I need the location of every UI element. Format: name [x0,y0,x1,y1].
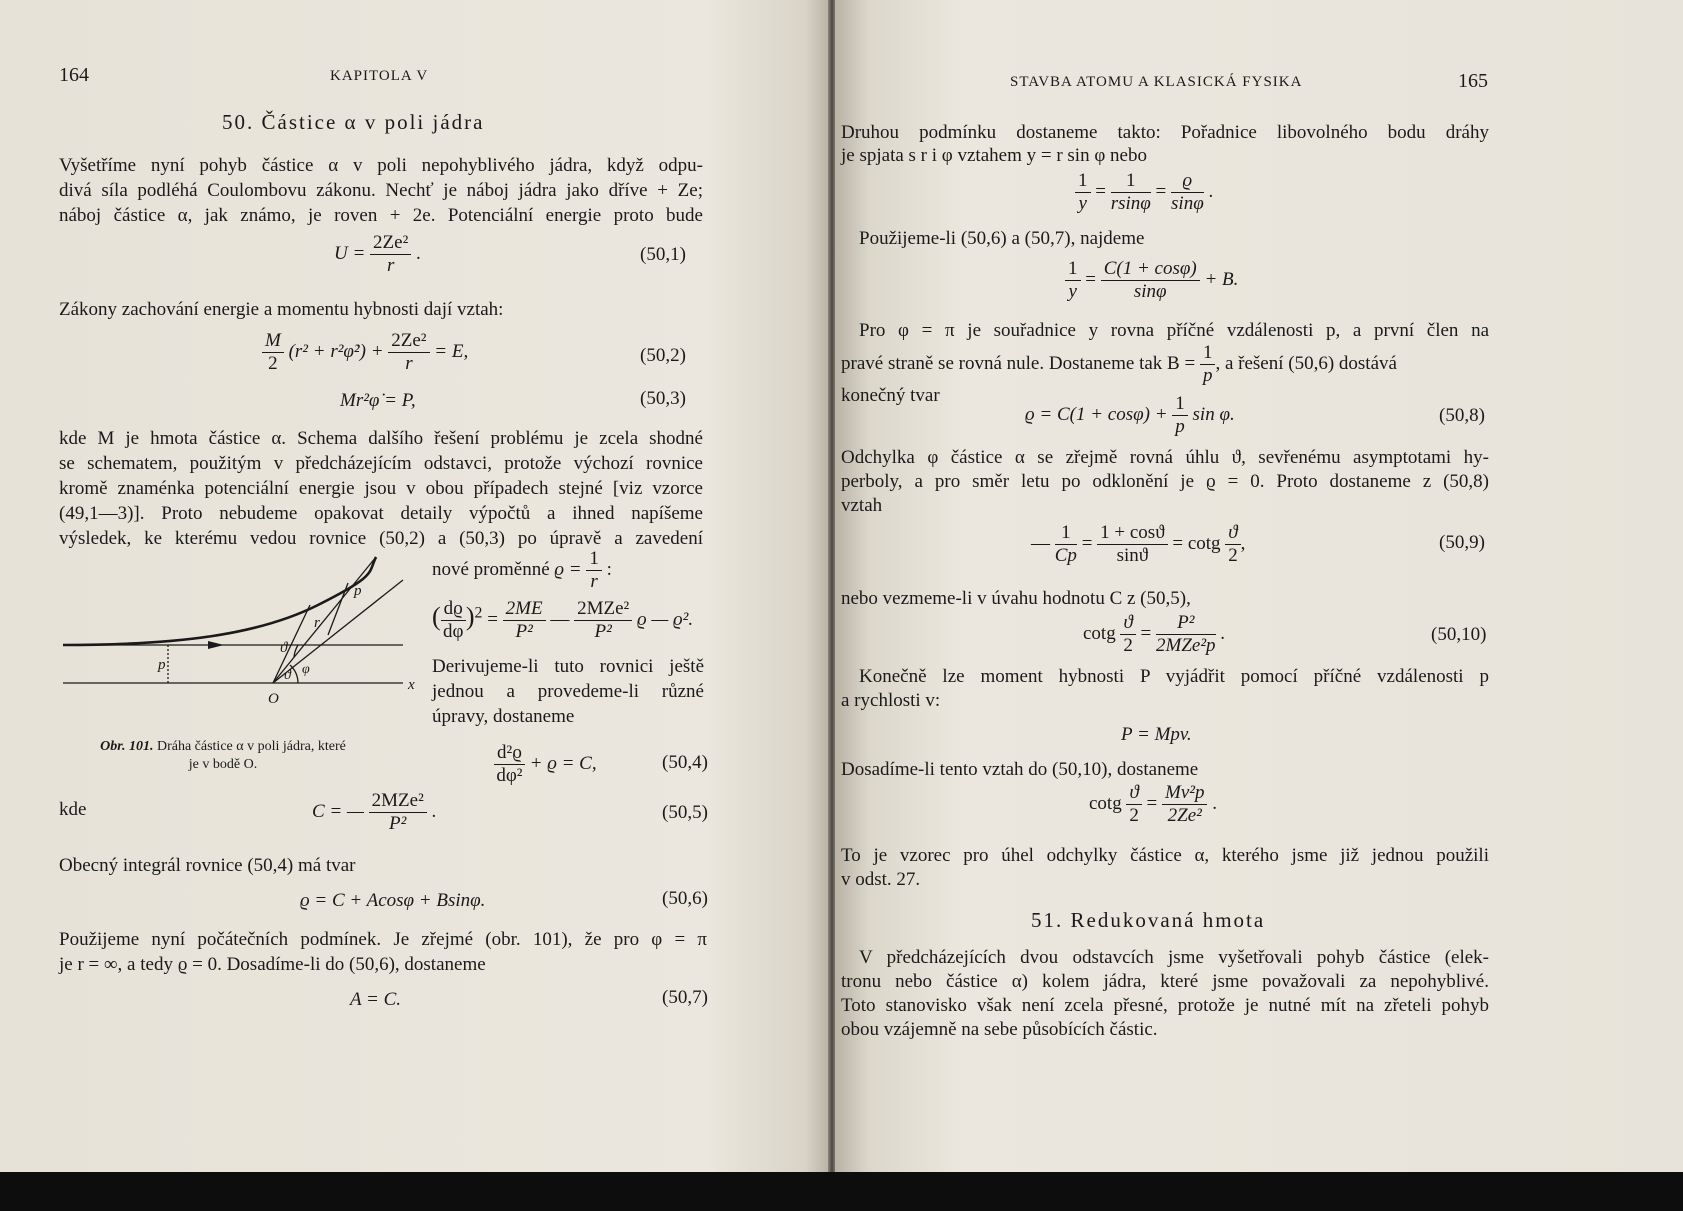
equation-number: (50,3) [640,388,686,409]
paragraph: nebo vezmeme-li v úvahu hodnotu C z (50,5), [841,588,1191,609]
para-line: kde M je hmota částice α. Schema dalšího řešení problému je zcela shodné [59,428,703,449]
para-line: Toto stanovisko však není zcela přesné, protože je nutné mít na zřeteli pohyb [841,995,1489,1016]
para-line: perboly, a pro směr letu po odklonění je ϱ = 0. Proto dostaneme z (50,8) [841,471,1489,492]
para-line: To je vzorec pro úhel odchylky částice α, kterého jsme již jednou použili [841,845,1489,866]
fig-label-p-top: p [354,583,362,599]
section-title: 51. Redukovaná hmota [1031,908,1266,932]
equation-50-5: C = — $\frac{\text{2MZe²}}{\text{P²}}$ . [312,790,437,834]
fig-label-p-left: p [158,657,166,673]
equation-50-4: $\frac{\text{d²ϱ}}{\text{dφ²}}$ + ϱ = C, [494,742,597,787]
equation-50-2: $\frac{M}{2}$ (r² + r²φ̇²) + $\frac{\text{2Ze²}}{r}$ = E, [262,330,468,375]
para-line: divá síla podléhá Coulombovu zákonu. Nechť je náboj jádra jako dříve + Ze; [59,180,703,201]
phi-arc [290,665,298,683]
para-line: pravé straně se rovná nule. Dostaneme tak B = $\frac{1}{p}$ , a řešení (50,6) dostává [841,342,1397,386]
equation-number: (50,2) [640,345,686,366]
equation-50-6: ϱ = C + Acosφ + Bsinφ. [300,890,486,911]
equation-number: (50,7) [662,987,708,1008]
fig-label-theta: ϑ [280,640,288,656]
para-line: Pro φ = π je souřadnice y rovna příčné vzdálenosti p, a první člen na [859,320,1489,341]
perp-p [328,583,348,635]
para-line: se schematem, použitým v předcházejícím odstavci, protože výchozí rovnice [59,453,703,474]
equation-50-9: — $\frac{1}{Cp}$ = $\frac{1 + \cos ϑ}{\sin ϑ}$ = cotg $\frac{ϑ}{2}$ , [1031,522,1246,566]
para-line: Druhou podmínku dostaneme takto: Pořadnice libovolného bodu dráhy [841,122,1489,143]
equation-50-7: A = C. [350,989,402,1010]
para-line: V předcházejících dvou odstavcích jsme vyšetřovali pohyb částice (elek- [859,947,1489,968]
paragraph: Obecný integrál rovnice (50,4) má tvar [59,855,356,876]
page-number: 165 [1458,70,1488,92]
para-line: Odchylka φ částice α se zřejmě rovná úhlu ϑ, sevřenému asymptotami hy- [841,447,1489,468]
equation-number: (50,6) [662,888,708,909]
para-line: Konečně lze moment hybnosti P vyjádřit pomocí příčné vzdálenosti p [859,666,1489,687]
equation-final: cotg $\frac{ϑ}{2}$ = $\frac{\text{Mv²p}}{\text{2Ze²}}$ . [1089,782,1217,826]
para-line: výsledek, ke kterému vedou rovnice (50,2) a (50,3) po úpravě a zavedení [59,528,703,549]
right-page [835,0,1683,1172]
equation-number: (50,8) [1439,405,1485,426]
arrow-head [208,641,224,649]
equation-number: (50,1) [640,244,686,265]
para-line: Derivujeme-li tuto rovnici ještě [432,656,704,677]
equation-number: (50,9) [1439,532,1485,553]
equation-y: $\frac{1}{y}$ = $\frac{1}{rsin\varphi}$ = $\frac{ϱ}{\sin\varphi}$ . [1075,170,1213,215]
paragraph: Zákony zachování energie a momentu hybnosti dají vztah: [59,299,504,320]
para-line: vztah [841,495,883,516]
equation-y2: $\frac{1}{y}$ = $\frac{C(1 + \cos\varphi)}{\sin\varphi}$ + B. [1065,258,1238,303]
paragraph: Použijeme-li (50,6) a (50,7), najdeme [859,228,1145,249]
equation-number: (50,5) [662,802,708,823]
running-head: STAVBA ATOMU A KLASICKÁ FYSIKA [1010,74,1303,90]
fig-label-theta2: ϑ [284,668,291,683]
para-line: úpravy, dostaneme [432,706,575,727]
fig-label-O: O [268,691,279,707]
fig-label-r: r [314,615,320,631]
fig-label-phi: φ [302,662,310,677]
equation-50-8: ϱ = C(1 + cosφ) + $\frac{1}{p}$ sin φ. [1025,393,1235,437]
figure-caption: Obr. 101. Dráha částice α v poli jádra, které je v bodě O. [100,739,346,772]
kde-text: kde [59,799,87,820]
equation-50-1: U = $\frac{\text{2Ze²}}{r}$ . [334,232,421,276]
page-number: 164 [59,64,89,86]
equation-50-10: cotg $\frac{ϑ}{2}$ = $\frac{\text{P²}}{\text{2MZe²p}}$ . [1083,612,1226,656]
para-line: je r = ∞, a tedy ϱ = 0. Dosadíme-li do (50,6), dostaneme [59,954,486,975]
para-line: náboj částice α, jak známo, je roven + 2e. Potenciální energie proto bude [59,205,703,226]
para-line: v odst. 27. [841,869,921,890]
para-line: kromě znaménka potenciální energie jsou v obou případech stejné [viz vzorce [59,478,703,499]
para-line: jednou a provedeme-li různé [432,681,704,702]
equation-50-3: Mr²φ̇ = P, [340,390,416,411]
left-page [0,0,830,1172]
section-title: 50. Částice α v poli jádra [222,110,485,134]
asymptote-diagonal [273,557,376,683]
paragraph: Dosadíme-li tento vztah do (50,10), dostaneme [841,759,1199,780]
para-line: a rychlosti v: [841,690,941,711]
para-line: obou vzájemně na sebe působících částic. [841,1019,1158,1040]
equation-number: (50,4) [662,752,708,773]
figure-101-diagram [58,555,428,740]
para-line: Použijeme nyní počátečních podmínek. Je zřejmé (obr. 101), že pro φ = π [59,929,707,950]
equation-number: (50,10) [1431,624,1487,645]
para-line: (49,1—3)]. Proto nebudeme opakovat detaily výpočtů a ihned napíšeme [59,503,703,524]
fig-label-x: x [408,677,415,693]
equation-derivative: ( $\frac{dϱ}{d\varphi}$ )$^2$ = $\frac{2ME}{\text{P²}}$ — $\frac{\text{2MZe²}}{\text{P²}}$ ϱ — ϱ². [432,598,694,642]
equation-P: P = Mpv. [1121,724,1192,745]
new-variable-text: nové proměnné ϱ = $\frac{1}{r}$ : [432,548,612,592]
para-line: je spjata s r i φ vztahem y = r sin φ nebo [841,145,1147,166]
para-line: konečný tvar [841,385,940,406]
para-line: Vyšetříme nyní pohyb částice α v poli nepohyblivého jádra, když odpu- [59,155,703,176]
para-line: tronu nebo částice α) kolem jádra, které jsme považovali za nepohyblivé. [841,971,1489,992]
running-head: KAPITOLA V [330,68,429,84]
